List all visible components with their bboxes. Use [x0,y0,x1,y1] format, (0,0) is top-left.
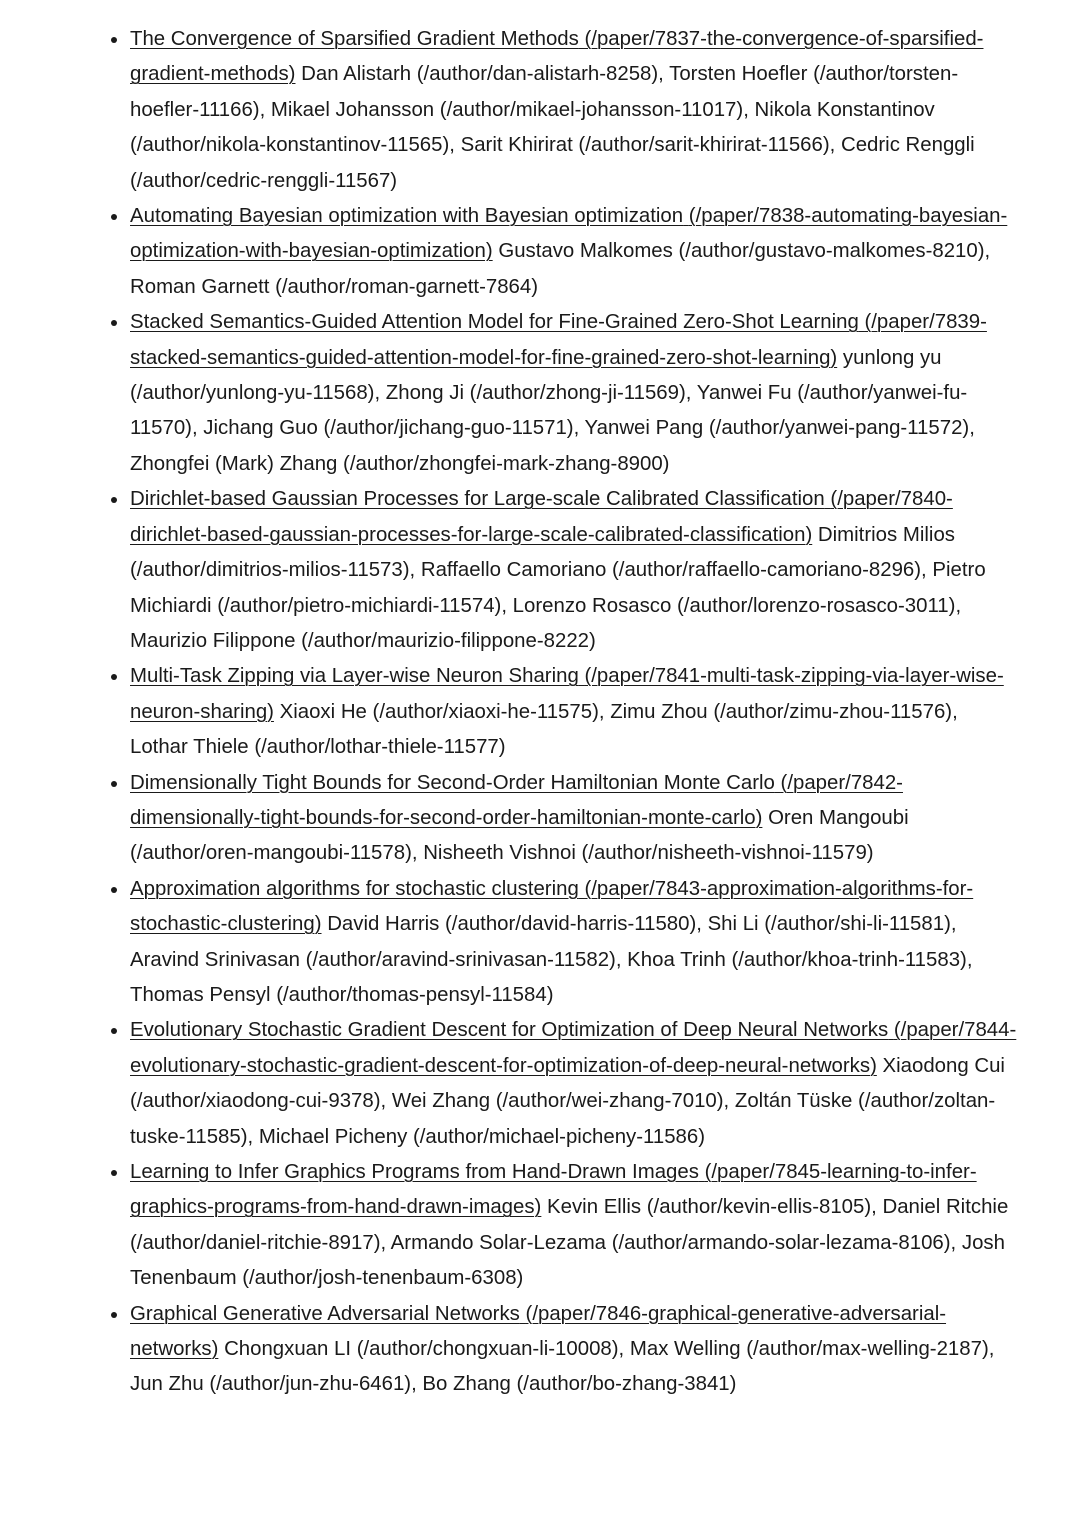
paper-authors: Xiaodong Cui (/author/xiaodong-cui-9378), Wei Zhang (/author/wei-zhang-7010), Zoltán Tüske (/author/zoltan-tuske-11585), Michael Picheny (/author/michael-picheny-11586) [130,1054,1005,1148]
paper-path: (/paper/7838-automating-bayesian-optimization-with-bayesian-optimization) [130,205,1008,263]
paper-path: (/paper/7845-learning-to-infer-graphics-programs-from-hand-drawn-images) [130,1161,977,1219]
paper-path: (/paper/7841-multi-task-zipping-via-layer-wise-neuron-sharing) [130,665,1004,723]
paper-title: Dimensionally Tight Bounds for Second-Order Hamiltonian Monte Carlo [130,771,775,794]
paper-path: (/paper/7843-approximation-algorithms-for-stochastic-clustering) [130,877,974,936]
paper-title: Evolutionary Stochastic Gradient Descent for Optimization of Deep Neural Networks [130,1019,889,1042]
list-item [130,659,1020,765]
paper-title: Graphical Generative Adversarial Networks [130,1302,520,1325]
paper-path: (/paper/7842-dimensionally-tight-bounds-for-second-order-hamiltonian-monte-carlo) [130,771,903,829]
paper-authors: Dimitrios Milios (/author/dimitrios-milios-11573), Raffaello Camoriano (/author/raffaello-camoriano-8296), Pietro Michiardi (/author/pietro-michiardi-11574), Lorenzo Rosasco (/author/lorenzo-rosasco-3011), Maurizio Filippone (/author/maurizio-filippone-8222) [130,523,986,652]
paper-authors: Xiaoxi He (/author/xiaoxi-he-11575), Zimu Zhou (/author/zimu-zhou-11576), Lothar Thiele (/author/lothar-thiele-11577) [130,700,958,759]
paper-authors: Gustavo Malkomes (/author/gustavo-malkomes-8210), Roman Garnett (/author/roman-garnett-7864) [130,240,991,298]
paper-title: Multi-Task Zipping via Layer-wise Neuron Sharing [130,665,579,688]
list-item [130,872,1020,1014]
list-item [130,1155,1020,1297]
paper-path: (/paper/7839-stacked-semantics-guided-attention-model-for-fine-grained-zero-shot-learning) [130,311,987,369]
list-item [130,199,1020,305]
list-item [130,1297,1020,1403]
paper-title: Approximation algorithms for stochastic clustering [130,877,579,900]
paper-title: Stacked Semantics-Guided Attention Model for Fine-Grained Zero-Shot Learning [130,311,859,334]
list-item [130,305,1020,482]
paper-title: Learning to Infer Graphics Programs from Hand-Drawn Images [130,1161,699,1183]
list-item [130,482,1020,659]
paper-title: Dirichlet-based Gaussian Processes for Large-scale Calibrated Classification [130,488,825,511]
paper-path: (/paper/7837-the-convergence-of-sparsified-gradient-methods) [130,28,984,86]
paper-authors: David Harris (/author/david-harris-11580), Shi Li (/author/shi-li-11581), Aravind Srinivasan (/author/aravind-srinivasan-11582), Khoa Trinh (/author/khoa-trinh-11583), Thomas Pensyl (/author/thomas-pensyl-11584) [130,913,973,1006]
paper-path: (/paper/7844-evolutionary-stochastic-gradient-descent-for-optimization-of-deep-neural-networks) [130,1019,1017,1077]
list-item [130,22,1020,199]
list-item [130,766,1020,872]
paper-path: (/paper/7846-graphical-generative-adversarial-networks) [130,1302,947,1361]
paper-authors: Oren Mangoubi (/author/oren-mangoubi-11578), Nisheeth Vishnoi (/author/nisheeth-vishnoi-11579) [130,806,909,865]
list-item [130,1013,1020,1155]
paper-title: Automating Bayesian optimization with Bayesian optimization [130,205,684,228]
paper-authors: Kevin Ellis (/author/kevin-ellis-8105), Daniel Ritchie (/author/daniel-ritchie-8917), Armando Solar-Lezama (/author/armando-solar-lezama-8106), Josh Tenenbaum (/author/josh-tenenbaum-6308) [130,1196,1009,1290]
paper-path: (/paper/7840-dirichlet-based-gaussian-processes-for-large-scale-calibrated-classification) [130,488,953,546]
paper-authors: Dan Alistarh (/author/dan-alistarh-8258), Torsten Hoefler (/author/torsten-hoefler-11166), Mikael Johansson (/author/mikael-johansson-11017), Nikola Konstantinov (/author/nikola-konstantinov-11565), Sarit Khirirat (/author/sarit-khirirat-11566), Cedric Renggli (/author/cedric-renggli-11567) [130,63,975,192]
paper-authors: Chongxuan LI (/author/chongxuan-li-10008), Max Welling (/author/max-welling-2187), Jun Zhu (/author/jun-zhu-6461), Bo Zhang (/author/bo-zhang-3841) [130,1338,995,1396]
paper-authors: yunlong yu (/author/yunlong-yu-11568), Zhong Ji (/author/zhong-ji-11569), Yanwei Fu (/author/yanwei-fu-11570), Jichang Guo (/author/jichang-guo-11571), Yanwei Pang (/author/yanwei-pang-11572), Zhongfei (Mark) Zhang (/author/zhongfei-mark-zhang-8900) [130,346,975,475]
paper-title: The Convergence of Sparsified Gradient Methods [130,28,579,50]
